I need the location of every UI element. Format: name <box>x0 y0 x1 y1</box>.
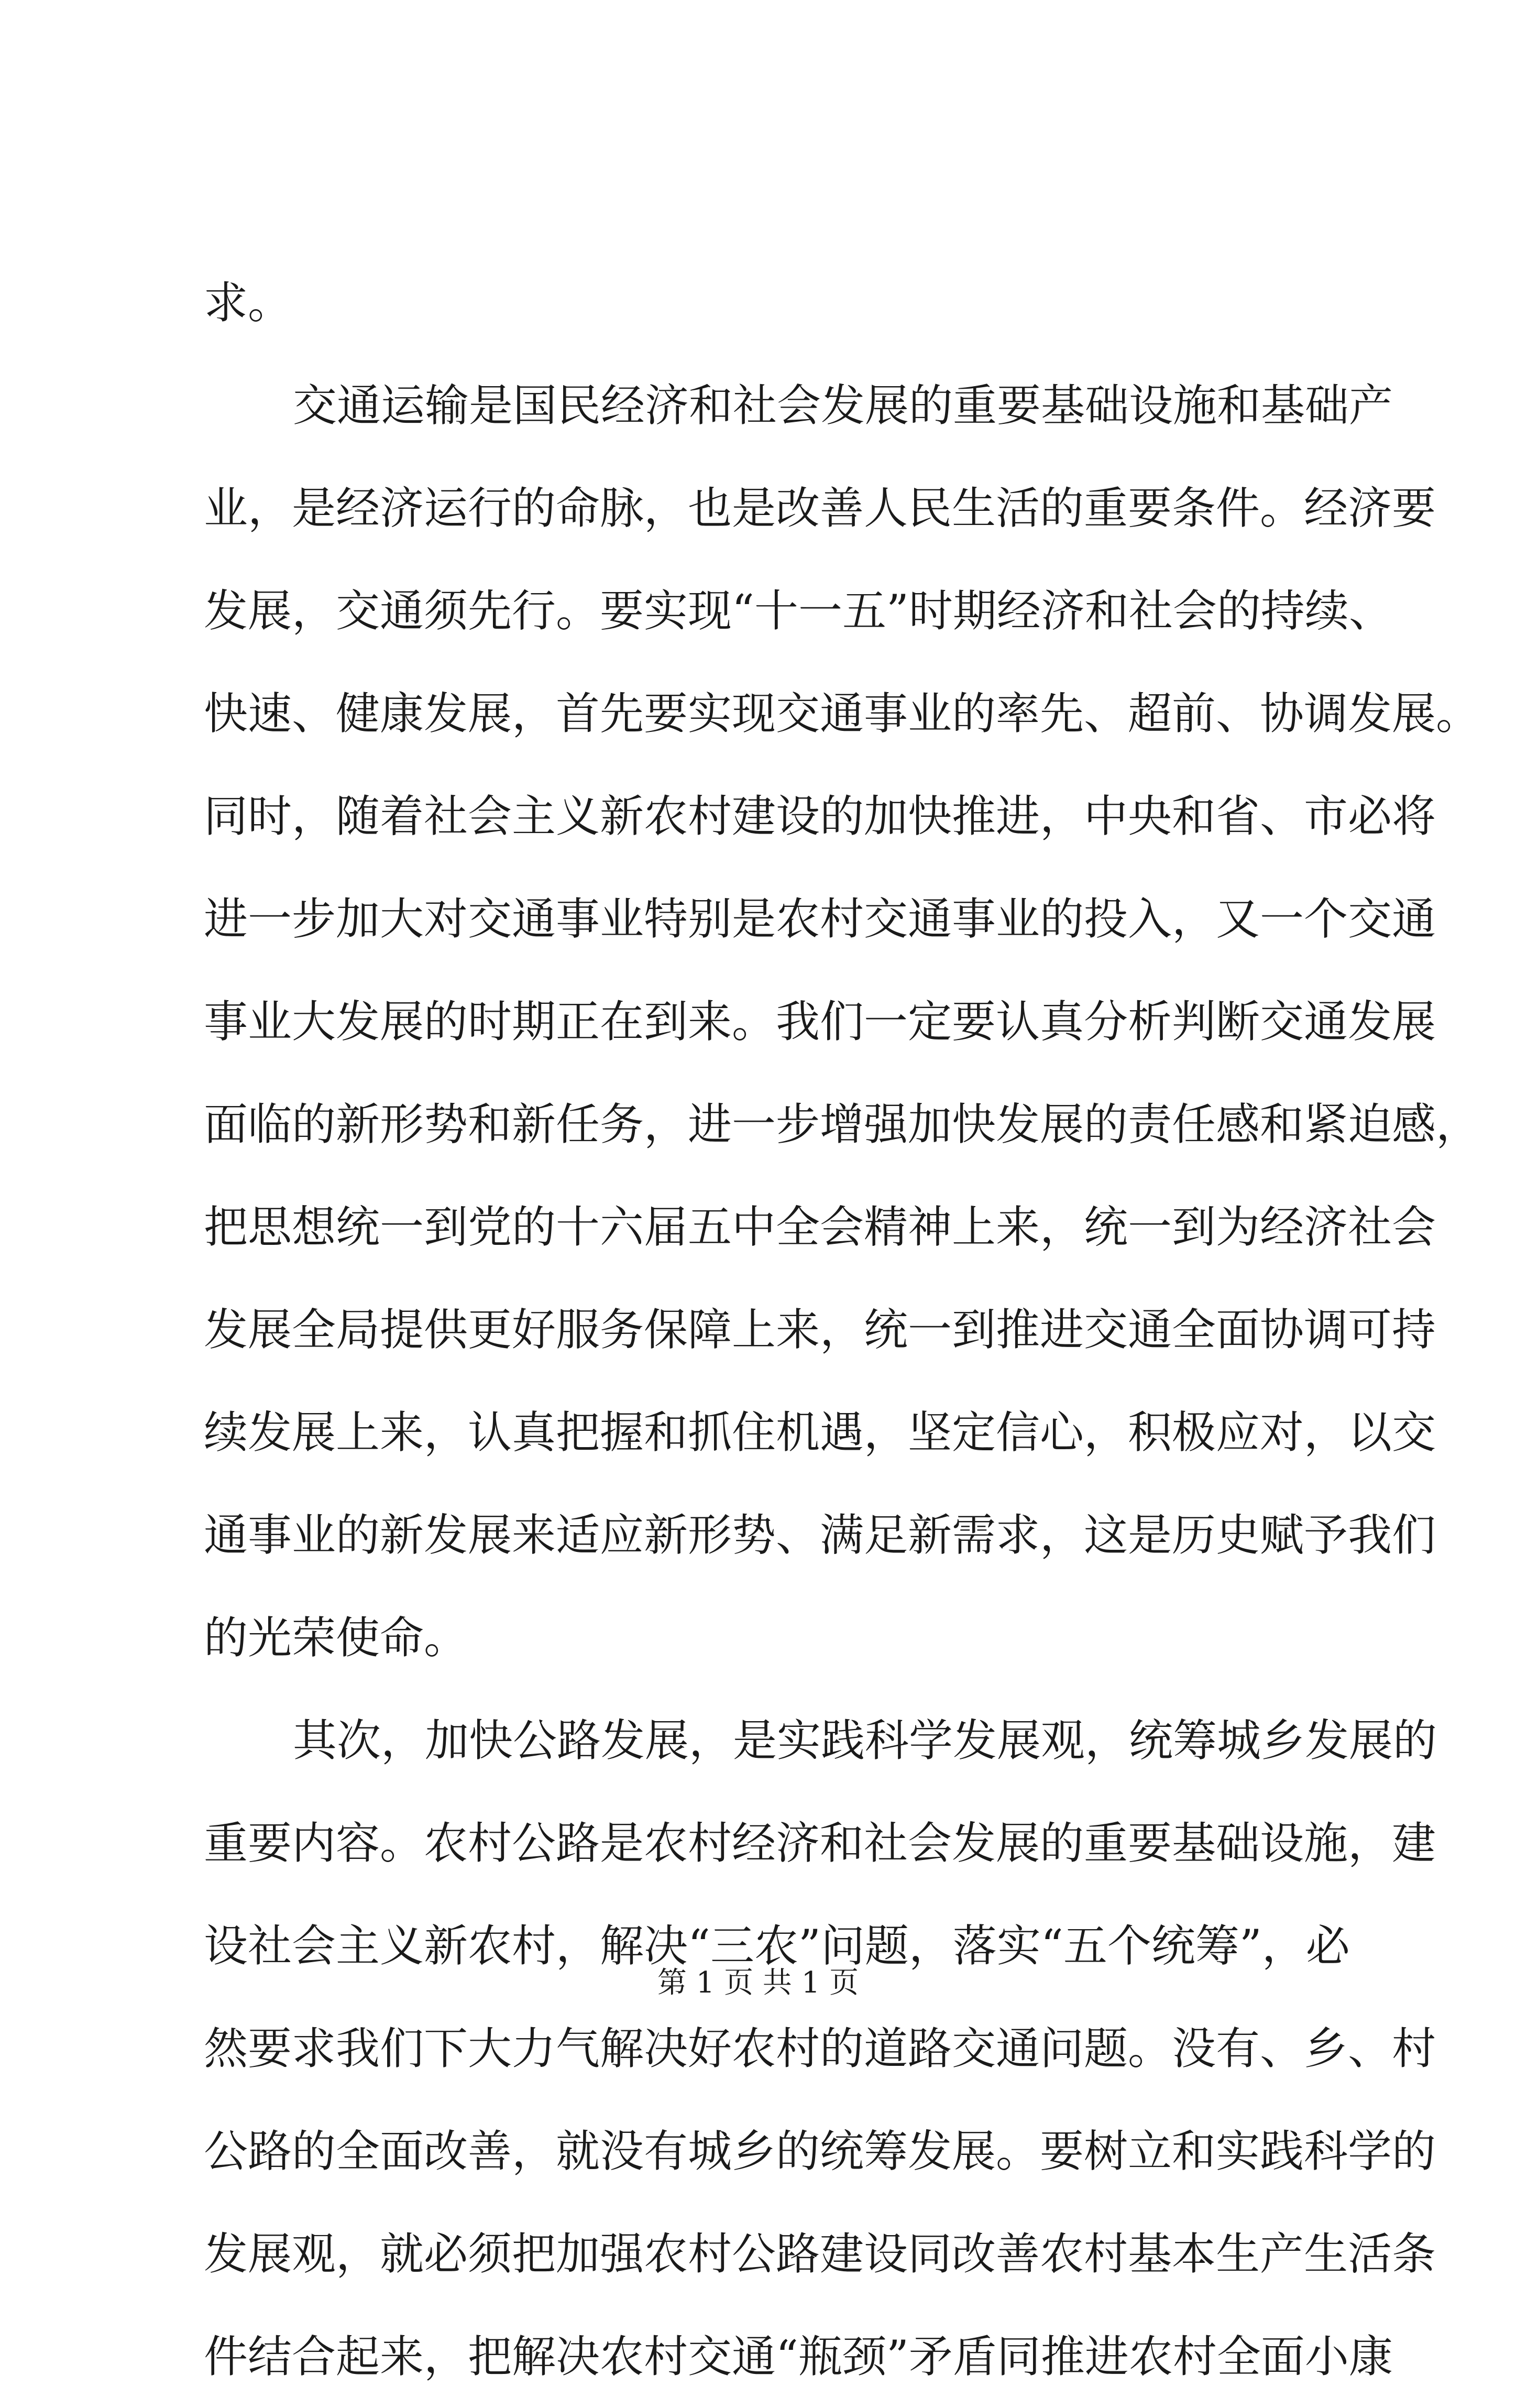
paragraph-line: 求。 <box>204 277 292 329</box>
paragraph-line: 发展全局提供更好服务保障上来，统一到推进交通全面协调可持 <box>204 1304 1436 1355</box>
paragraph-line: 公路的全面改善，就没有城乡的统筹发展。要树立和实践科学的 <box>204 2126 1436 2177</box>
body-text <box>204 251 1480 2408</box>
paragraph-line: 业，是经济运行的命脉，也是改善人民生活的重要条件。经济要 <box>204 483 1436 534</box>
paragraph-line: 件结合起来，把解决农村交通“瓶颈”矛盾同推进农村全面小康 <box>204 2331 1393 2382</box>
paragraph-line: 交通运输是国民经济和社会发展的重要基础设施和基础产 <box>293 380 1393 431</box>
paragraph-line: 通事业的新发展来适应新形势、满足新需求，这是历史赋予我们 <box>204 1509 1436 1561</box>
paragraph-line: 然要求我们下大力气解决好农村的道路交通问题。没有、乡、村 <box>204 2023 1436 2074</box>
paragraph-line: 续发展上来，认真把握和抓住机遇，坚定信心，积极应对，以交 <box>204 1407 1436 1458</box>
paragraph-line: 发展，交通须先行。要实现“十一五”时期经济和社会的持续、 <box>204 585 1393 637</box>
paragraph-line: 进一步加大对交通事业特别是农村交通事业的投入，又一个交通 <box>204 893 1436 945</box>
paragraph-line: 同时，随着社会主义新农村建设的加快推进，中央和省、市必将 <box>204 791 1436 842</box>
page-footer <box>0 1962 1516 2004</box>
paragraph-line: 的光荣使命。 <box>204 1612 468 1663</box>
paragraph-line: 其次，加快公路发展，是实践科学发展观，统筹城乡发展的 <box>293 1715 1437 1766</box>
paragraph-line: 发展观，就必须把加强农村公路建设同改善农村基本生产生活条 <box>204 2228 1436 2280</box>
paragraph-line: 设社会主义新农村，解决“三农”问题，落实“五个统筹”，必 <box>204 1920 1350 1972</box>
paragraph-line: 面临的新形势和新任务，进一步增强加快发展的责任感和紧迫感， <box>204 1099 1480 1150</box>
paragraph-line: 重要内容。农村公路是农村经济和社会发展的重要基础设施，建 <box>204 1818 1436 1869</box>
paragraph-line: 事业大发展的时期正在到来。我们一定要认真分析判断交通发展 <box>204 996 1436 1047</box>
paragraph-line: 把思想统一到党的十六届五中全会精神上来，统一到为经济社会 <box>204 1201 1436 1253</box>
page-number-label: 第 1 页 共 1 页 <box>657 1966 859 2000</box>
paragraph-line: 快速、健康发展，首先要实现交通事业的率先、超前、协调发展。 <box>204 688 1480 739</box>
